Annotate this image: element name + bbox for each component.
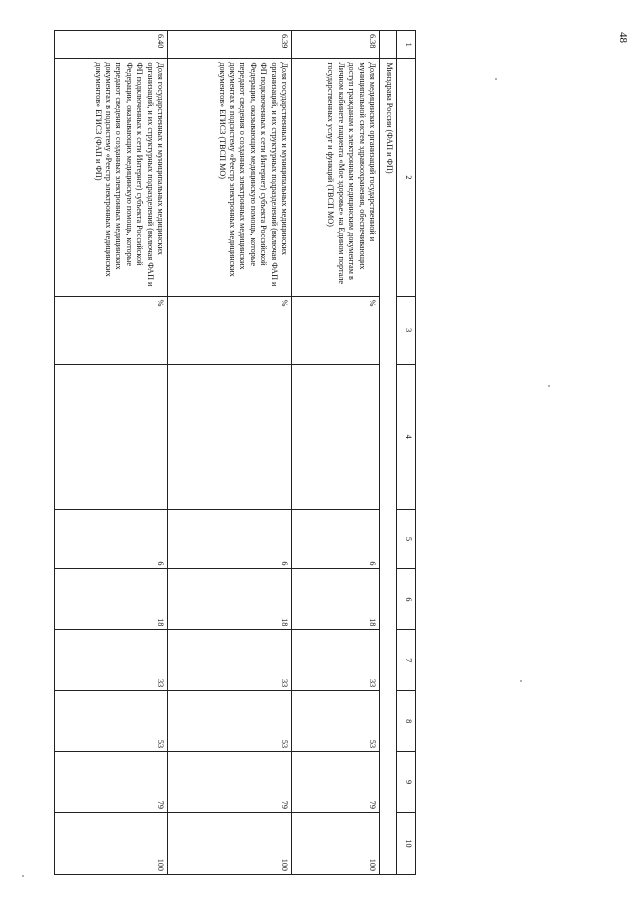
row-number: 6.40: [55, 31, 168, 59]
value-cell: 53: [55, 691, 168, 752]
value-cell: 79: [168, 752, 292, 813]
value-cell: 53: [292, 691, 380, 752]
section-row: [380, 31, 397, 875]
value-cell: 53: [168, 691, 292, 752]
indicator-text: Доля государственных и муниципальных медицинских организаций, и их структурных подразделений (включая ФАП и ФП подключенных к сети Интернет) субъекта Российской Федерации, оказывающих медицинскую помощь, которые передают сведения о созданных электронных медицинских документах в подсистему «Реестр электронных медицинских документов» ЕГИСЗ (ТВСП МО): [168, 59, 292, 296]
row-number: 6.38: [292, 31, 380, 59]
column-header: 7: [397, 630, 416, 691]
scan-speck: [22, 875, 24, 877]
table-row: [55, 31, 168, 875]
table-row: [292, 31, 380, 875]
value-cell: 18: [55, 569, 168, 630]
value-cell: [168, 364, 292, 509]
scan-speck: [520, 680, 522, 682]
column-header: 1: [397, 31, 416, 59]
value-cell: 33: [55, 630, 168, 691]
column-header: 10: [397, 812, 416, 874]
column-header: 5: [397, 509, 416, 569]
column-header: 8: [397, 691, 416, 752]
unit-cell: %: [55, 296, 168, 364]
value-cell: 100: [55, 812, 168, 874]
unit-cell: %: [168, 296, 292, 364]
value-cell: 33: [168, 630, 292, 691]
column-number-row: [397, 31, 416, 875]
value-cell: 18: [168, 569, 292, 630]
value-cell: 100: [168, 812, 292, 874]
value-cell: 6: [55, 509, 168, 569]
row-number: 6.39: [168, 31, 292, 59]
value-cell: 79: [55, 752, 168, 813]
scan-speck: [495, 78, 497, 80]
value-cell: 79: [292, 752, 380, 813]
column-header: 3: [397, 296, 416, 364]
column-header: 4: [397, 364, 416, 509]
value-cell: 33: [292, 630, 380, 691]
value-cell: 6: [292, 509, 380, 569]
value-cell: 18: [292, 569, 380, 630]
column-header: 9: [397, 752, 416, 813]
value-cell: 6: [168, 509, 292, 569]
scan-speck: [548, 385, 550, 387]
column-header: 6: [397, 569, 416, 630]
rotated-table-frame: [54, 30, 416, 875]
value-cell: 100: [292, 812, 380, 874]
indicator-text: Доля медицинских организаций государственной и муниципальной систем здравоохранения, обеспечивающих доступ гражданам к электронным медицинским документам в Личном кабинете пациента «Мое здоровье» на Едином портале государственных услуг и функций (ТВСП МО): [292, 59, 380, 296]
unit-cell: %: [292, 296, 380, 364]
indicator-text: Доля государственных и муниципальных медицинских организаций, и их структурных подразделений (включая ФАП и ФП подключенных к сети Интернет) субъекта Российской Федерации, оказывающих медицинскую помощь, которые передают сведения о созданных электронных медицинских документах в подсистему «Реестр электронных медицинских документов» ЕГИСЗ (ФАП и ФП): [55, 59, 168, 296]
page-number: 48: [617, 32, 629, 43]
value-cell: [292, 364, 380, 509]
value-cell: [55, 364, 168, 509]
column-header: 2: [397, 59, 416, 296]
indicator-table: [54, 30, 416, 875]
section-label: Минздрава России (ФАП и ФП): [380, 59, 397, 875]
table-row: [168, 31, 292, 875]
